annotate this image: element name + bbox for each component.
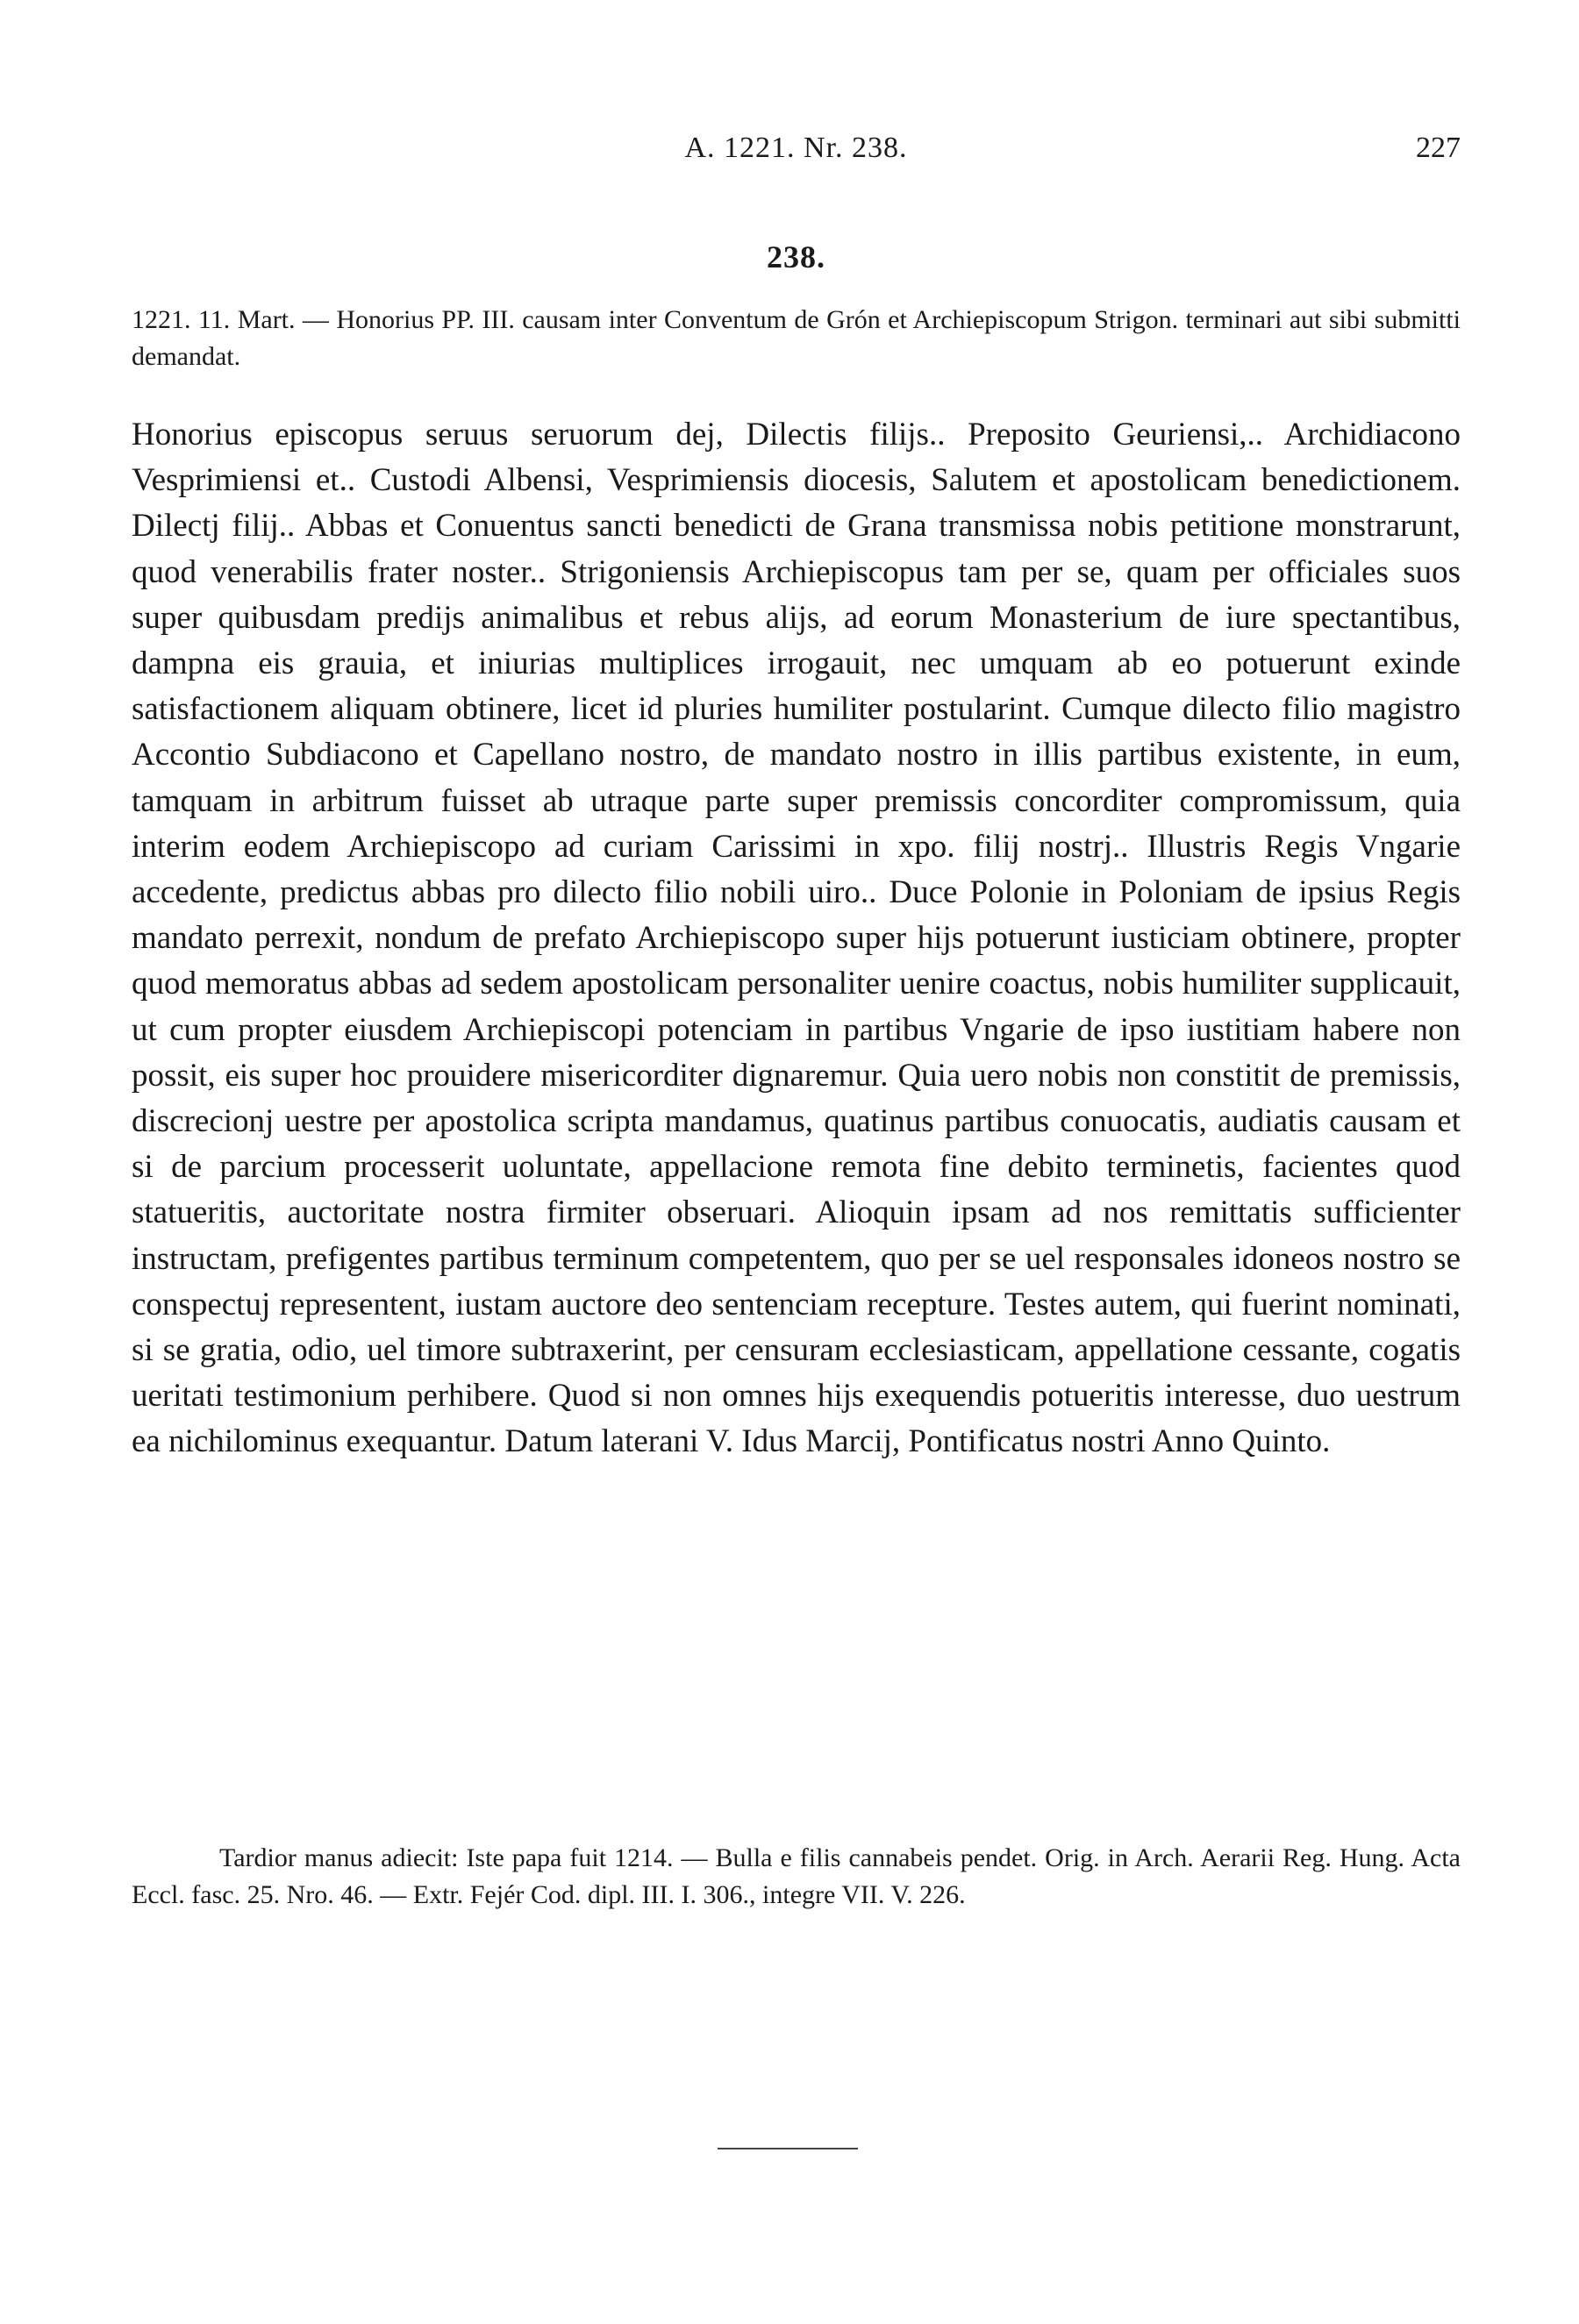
- regest-summary: 1221. 11. Mart. — Honorius PP. III. causam inter Conventum de Grón et Archiepiscopum Strigon. terminari aut sibi submitti demandat.: [132, 305, 1461, 371]
- running-head: [132, 132, 1461, 184]
- editorial-note: Tardior manus adiecit: Iste papa fuit 1214. — Bulla e filis cannabeis pendet. Orig. in Arch. Aerarii Reg. Hung. Acta Eccl. fasc. 25. Nro. 46. — Extr. Fejér Cod. dipl. III. I. 306., integre VII. V. 226.: [132, 1843, 1461, 1909]
- page-number: 227: [1416, 132, 1461, 164]
- document-number: 238.: [767, 239, 825, 274]
- end-divider: [718, 2148, 858, 2149]
- charter-text: Honorius episcopus seruus seruorum dej, Dilectis filijs.. Preposito Geuriensi,.. Archidiacono Vesprimiensi et.. Custodi Albensi, Vesprimiensis diocesis, Salutem et apostolicam benedictionem. Dilectj filij.. Abbas et Conuentus sancti benedicti de Grana transmissa nobis petitione monstrarunt, quod venerabilis frater noster.. Strigoniensis Archiepiscopus tam per se, quam per officiales suos super quibusdam predijs animalibus et rebus alijs, ad eorum Monasterium de iure spectantibus, dampna eis grauia, et iniurias multiplices irrogauit, nec umquam ab eo potuerunt exinde satisfactionem aliquam obtinere, licet id pluries humiliter postularint. Cumque dilecto filio magistro Accontio Subdiacono et Capellano nostro, de mandato nostro in illis partibus existente, in eum, tamquam in arbitrum fuisset ab utraque parte super premissis concorditer compromissum, quia interim eodem Archiepiscopo ad curiam Carissimi in xpo. filij nostrj.. Illustris Regis Vngarie accedente, predictus abbas pro dilecto filio nobili uiro.. Duce Polonie in Poloniam de ipsius Regis mandato perrexit, nondum de prefato Archiepiscopo super hijs potuerunt iusticiam obtinere, propter quod memoratus abbas ad sedem apostolicam personaliter uenire coactus, nobis humiliter supplicauit, ut cum propter eiusdem Archiepiscopi potenciam in partibus Vngarie de ipso iustitiam habere non possit, eis super hoc prouidere misericorditer dignaremur. Quia uero nobis non constitit de premissis, discrecionj uestre per apostolica scripta mandamus, quatinus partibus conuocatis, audiatis causam et si de parcium processerit uoluntate, appellacione remota fine debito terminetis, facientes quod statueritis, auctoritate nostra firmiter obseruari. Alioquin ipsam ad nos remittatis sufficienter instructam, prefigentes partibus terminum competentem, quo per se uel responsales idoneos nostro se conspectuj representent, iustam auctore deo sentenciam recepture. Testes autem, qui fuerint nominati, si se gratia, odio, uel timore subtraxerint, per censuram ecclesiasticam, appellatione cessante, cogatis ueritati testimonium perhibere. Quod si non omnes hijs exequendis potueritis interesse, duo uestrum ea nichilominus exequantur. Datum laterani V. Idus Marcij, Pontificatus nostri Anno Quinto.: [132, 417, 1461, 1460]
- running-title: A. 1221. Nr. 238.: [684, 132, 908, 164]
